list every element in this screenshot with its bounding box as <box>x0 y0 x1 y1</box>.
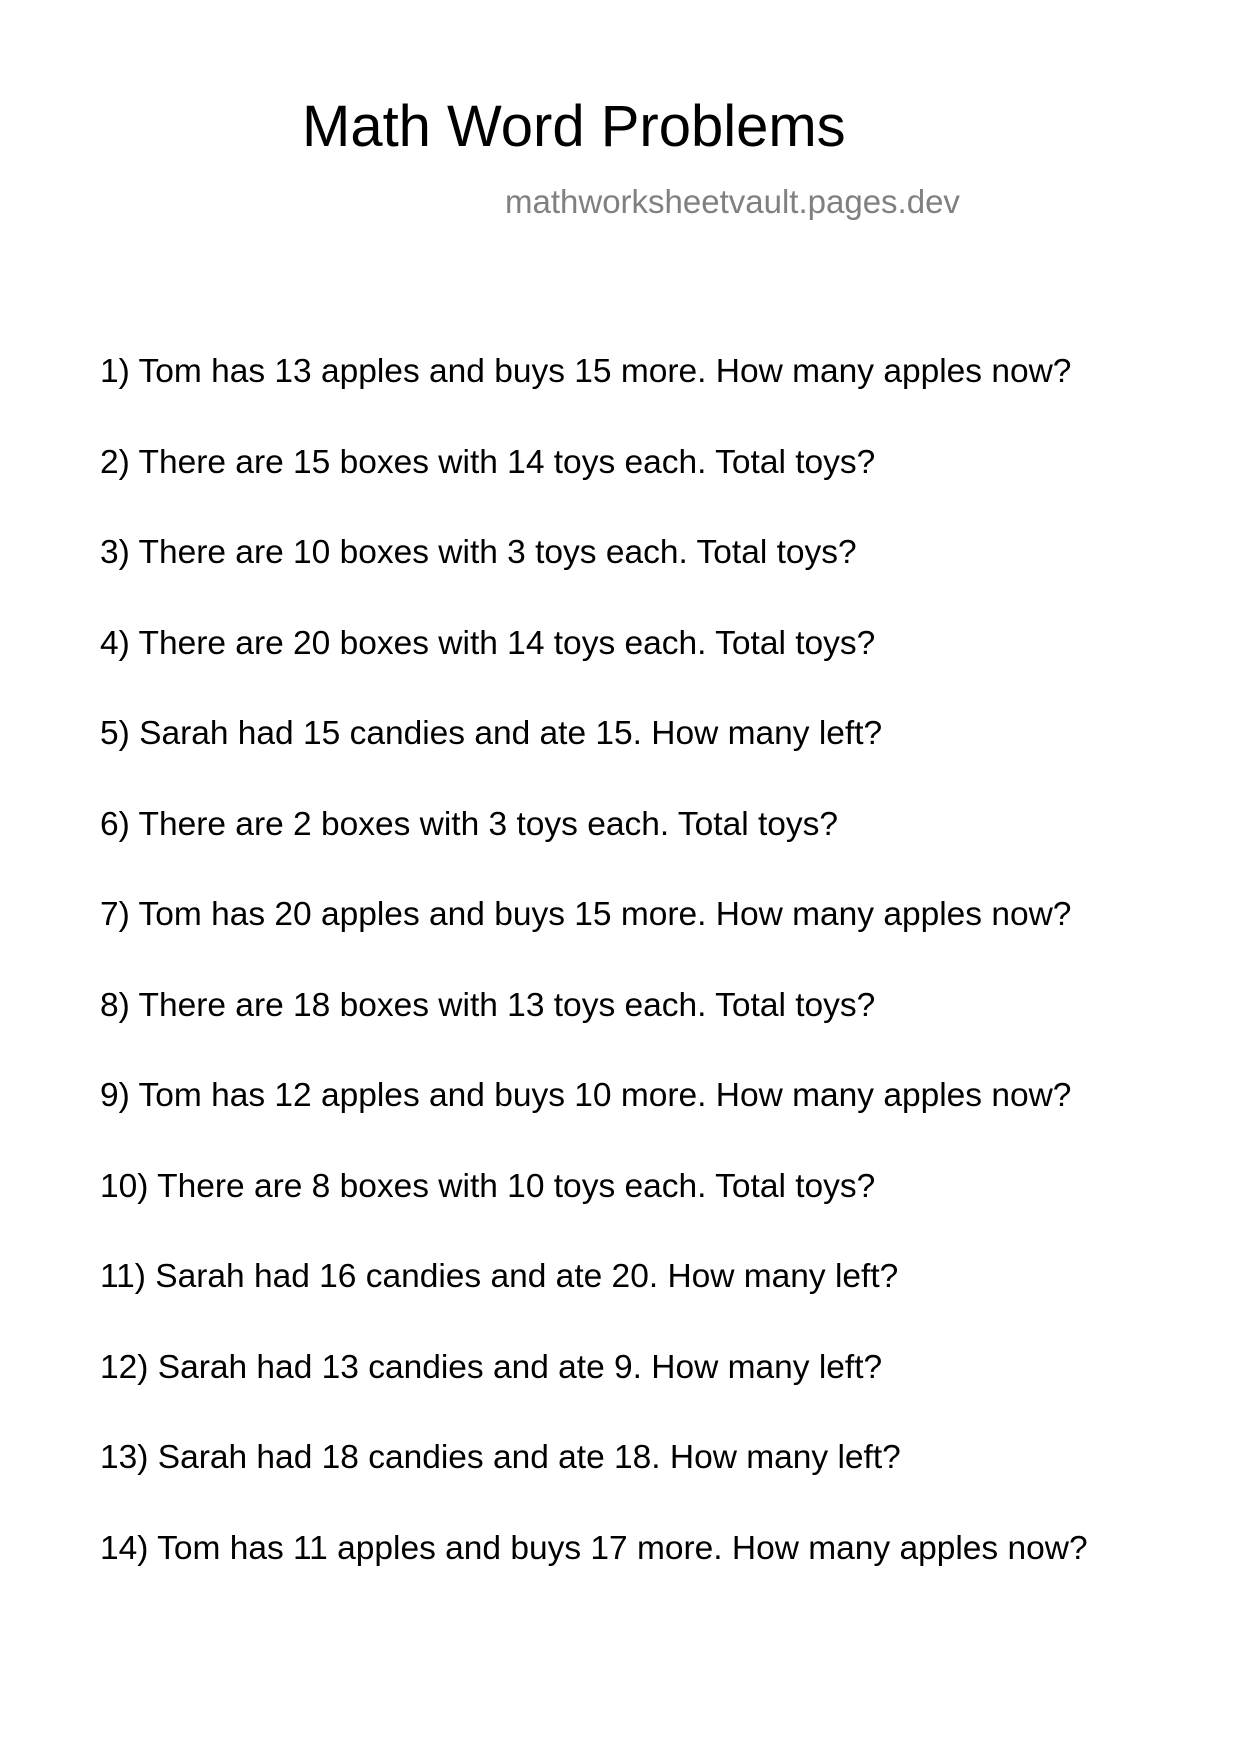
problem-item: 6) There are 2 boxes with 3 toys each. Total toys? <box>100 805 839 843</box>
problem-list <box>100 355 1088 1622</box>
problem-item: 11) Sarah had 16 candies and ate 20. How many left? <box>100 1258 899 1295</box>
problem-item: 2) There are 15 boxes with 14 toys each. Total toys? <box>100 443 876 481</box>
problem-item: 8) There are 18 boxes with 13 toys each. Total toys? <box>100 986 876 1024</box>
problem-item: 10) There are 8 boxes with 10 toys each. Total toys? <box>100 1167 876 1205</box>
page-title: Math Word Problems <box>302 94 846 159</box>
problem-item: 5) Sarah had 15 candies and ate 15. How many left? <box>100 715 883 752</box>
problem-item: 13) Sarah had 18 candies and ate 18. How many left? <box>100 1439 901 1476</box>
problem-item: 7) Tom has 20 apples and buys 15 more. How many apples now? <box>100 896 1072 933</box>
problem-item: 14) Tom has 11 apples and buys 17 more. How many apples now? <box>100 1529 1088 1567</box>
problem-item: 9) Tom has 12 apples and buys 10 more. How many apples now? <box>100 1077 1072 1114</box>
problem-item: 1) Tom has 13 apples and buys 15 more. How many apples now? <box>100 353 1072 390</box>
problem-item: 12) Sarah had 13 candies and ate 9. How many left? <box>100 1348 883 1386</box>
problem-item: 3) There are 10 boxes with 3 toys each. Total toys? <box>100 534 857 571</box>
source-url: mathworksheetvault.pages.dev <box>505 183 960 220</box>
problem-item: 4) There are 20 boxes with 14 toys each. Total toys? <box>100 624 876 662</box>
